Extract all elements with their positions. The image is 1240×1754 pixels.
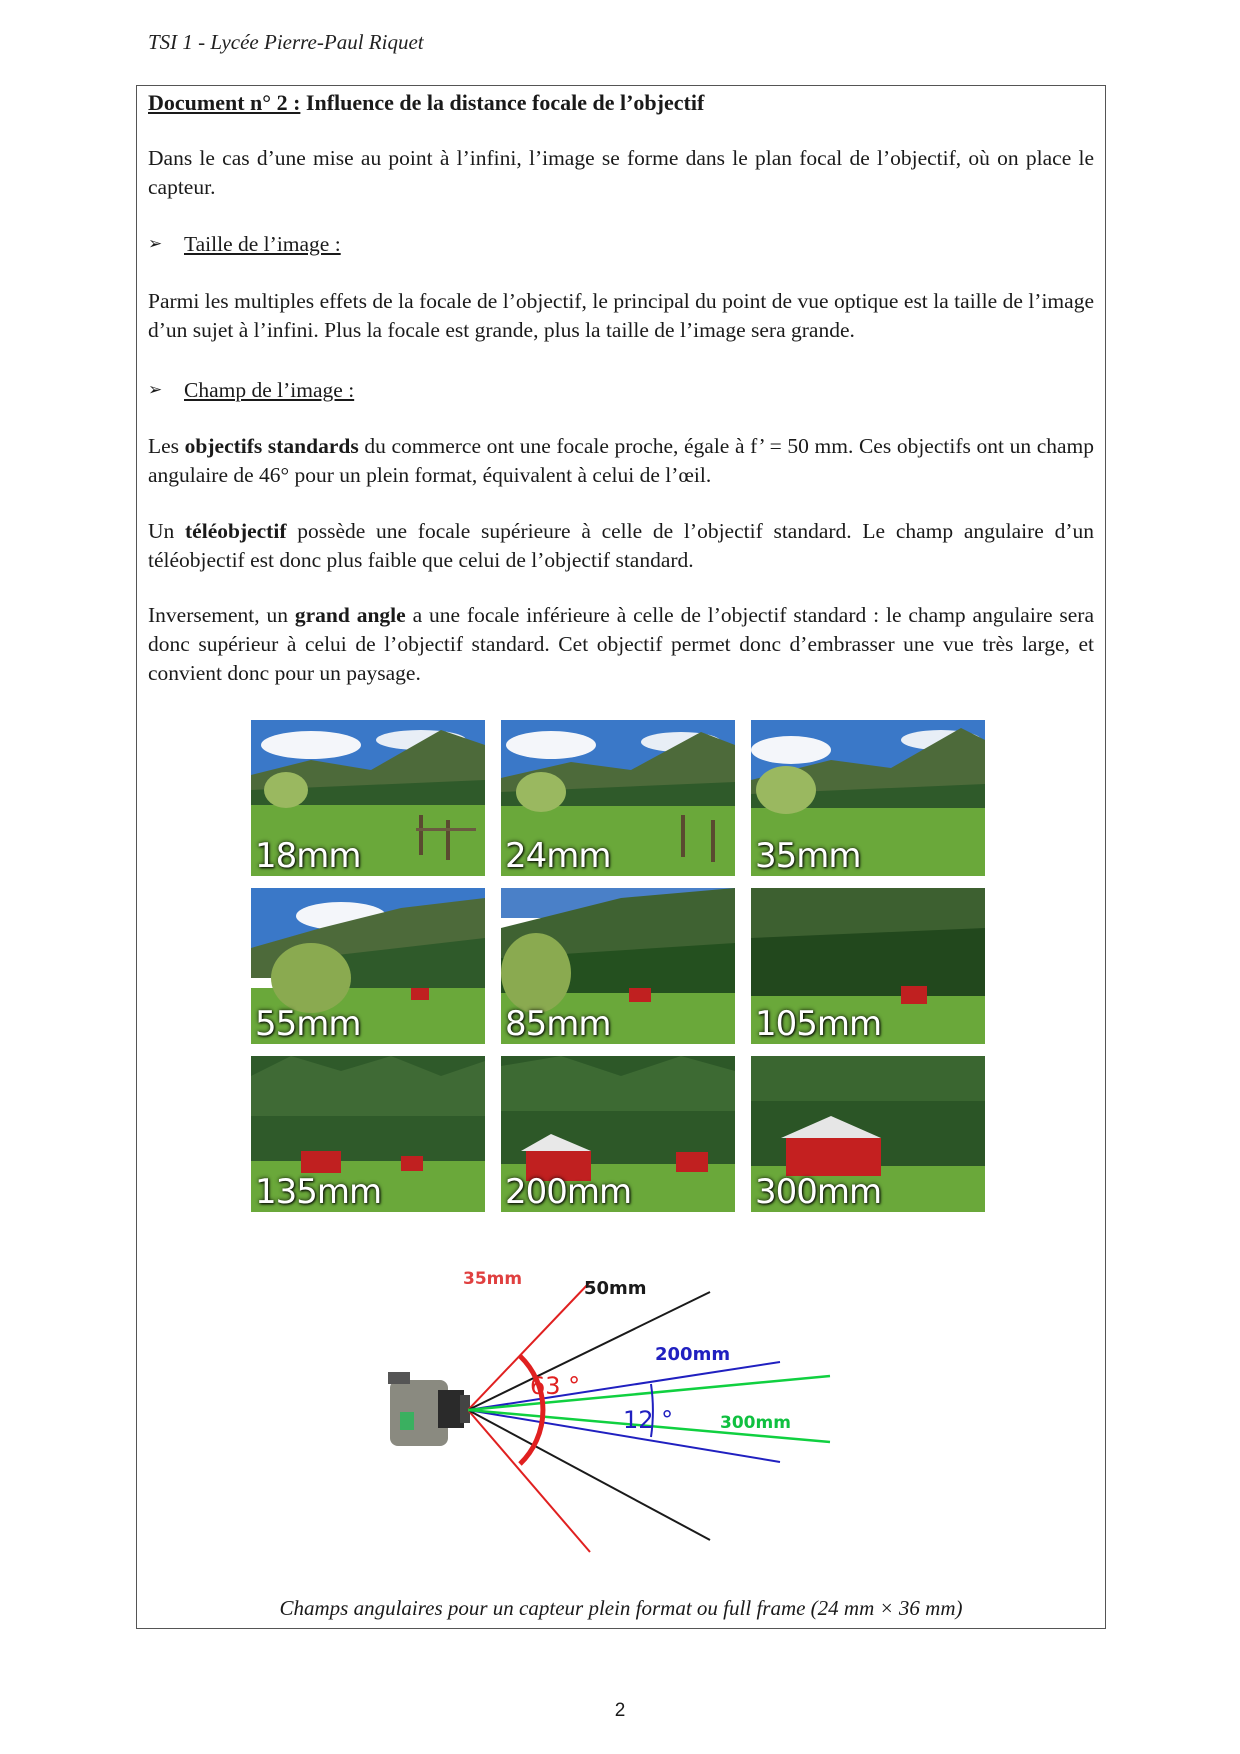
tele-paragraph: [148, 517, 1094, 575]
photo-135mm: [251, 1056, 485, 1212]
photo-label: 55mm: [255, 1004, 361, 1044]
photo-label: 24mm: [505, 836, 611, 876]
focal-length-photo-grid: [251, 720, 989, 1214]
photo-18mm: [251, 720, 485, 876]
arrow-bullet-icon: ➢: [148, 380, 163, 400]
section-champ-label: Champ de l’image :: [184, 378, 355, 402]
arrow-bullet-icon: ➢: [148, 234, 163, 254]
intro-paragraph: Dans le cas d’une mise au point à l’infini, l’image se forme dans le plan focal de l’objectif, où on place le capteur.: [148, 146, 1094, 199]
photo-300mm: [751, 1056, 985, 1212]
photo-85mm: [501, 888, 735, 1044]
photo-24mm: [501, 720, 735, 876]
bold-term: objectifs standards: [184, 434, 359, 458]
photo-label: 200mm: [505, 1172, 632, 1212]
bold-term: téléobjectif: [185, 519, 287, 543]
page-header: TSI 1 - Lycée Pierre-Paul Riquet: [148, 30, 424, 54]
photo-label: 85mm: [505, 1004, 611, 1044]
angle-63: 63 °: [530, 1372, 581, 1400]
photo-105mm: [751, 888, 985, 1044]
document-title: [148, 88, 1094, 117]
figure-caption: Champs angulaires pour un capteur plein format ou full frame (24 mm × 36 mm): [279, 1596, 963, 1620]
text-run: Un: [148, 519, 186, 543]
photo-label: 105mm: [755, 1004, 882, 1044]
text-run: du commerce ont une focale proche, égale à f’ = 50 mm. Ces objectifs ont un champ angulaire de 46° pour un plein format, équivalent à celui de l’œil.: [148, 434, 1095, 487]
label-35mm: 35mm: [463, 1269, 523, 1289]
camera-icon: [388, 1372, 470, 1446]
text-run: a une focale inférieure à celle de l’objectif standard : le champ angulaire sera donc supérieur à celui de l’objectif standard. Cet objectif permet donc d’embrasser une vue très large, et convient donc pour un paysage.: [148, 603, 1095, 685]
text-run: Inversement, un: [148, 603, 295, 627]
section-taille: [148, 230, 1094, 259]
photo-200mm: [501, 1056, 735, 1212]
document-number: Document n° 2 :: [148, 90, 301, 115]
photo-55mm: [251, 888, 485, 1044]
section-taille-label: Taille de l’image :: [184, 232, 341, 256]
text-run: possède une focale supérieure à celle de l’objectif standard. Le champ angulaire d’un téléobjectif est donc plus faible que celui de l’objectif standard.: [148, 519, 1094, 572]
taille-paragraph: Parmi les multiples effets de la focale de l’objectif, le principal du point de vue optique est la taille de l’image d’un sujet à l’infini. Plus la focale est grande, plus la taille de l’image sera grande.: [148, 289, 1094, 342]
label-200mm: 200mm: [655, 1344, 731, 1365]
photo-label: 35mm: [755, 836, 861, 876]
bold-term: grand angle: [294, 603, 406, 627]
photo-35mm: [751, 720, 985, 876]
section-champ: [148, 376, 1094, 405]
document-title-text: Influence de la distance focale de l’objectif: [300, 90, 705, 115]
angle-12: 12 °: [623, 1406, 674, 1434]
text-run: Les: [148, 434, 185, 458]
wide-paragraph: [148, 601, 1094, 688]
label-300mm: 300mm: [720, 1413, 791, 1433]
label-50mm: 50mm: [584, 1278, 647, 1299]
photo-label: 18mm: [255, 836, 361, 876]
photo-label: 300mm: [755, 1172, 882, 1212]
standard-paragraph: [148, 432, 1094, 490]
photo-label: 135mm: [255, 1172, 382, 1212]
angular-field-diagram: [380, 1262, 880, 1592]
page-number: 2: [614, 1700, 626, 1721]
